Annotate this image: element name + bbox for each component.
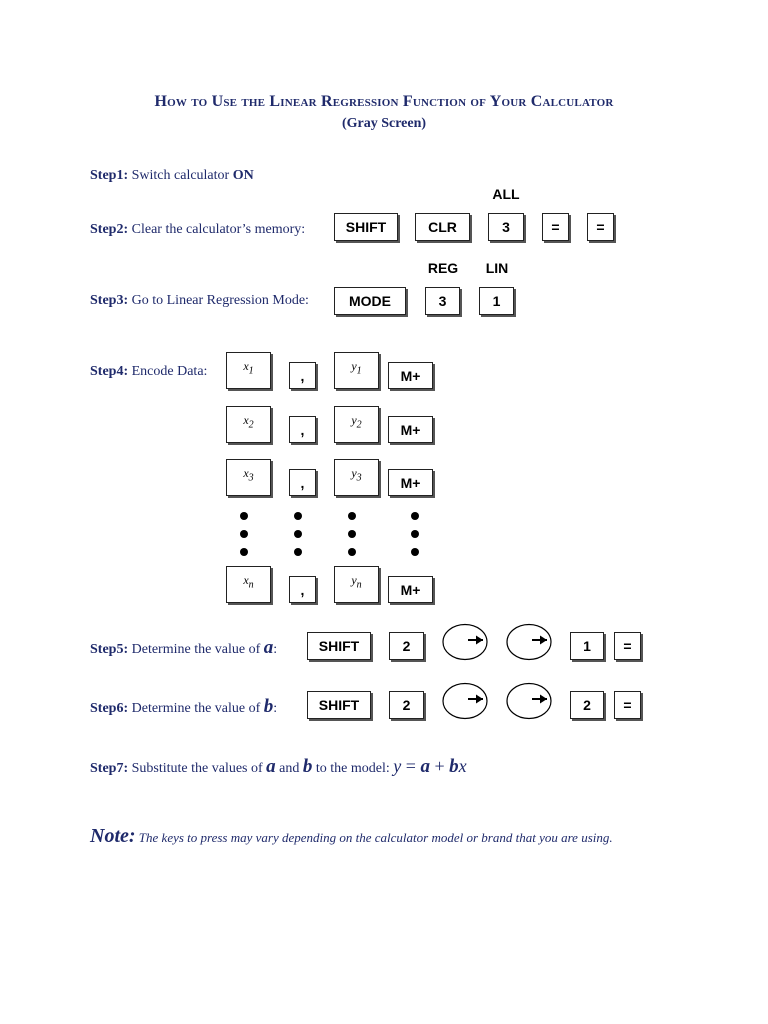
step6-colon: :	[273, 701, 278, 716]
ellipsis-dot	[348, 512, 356, 520]
y-sub: 3	[356, 472, 362, 484]
right-arrow-key[interactable]	[506, 623, 552, 661]
page-title: How to Use the Linear Regression Function of Your Calculator	[154, 93, 614, 110]
step4	[90, 364, 207, 380]
step2-label: Step2:	[90, 222, 129, 237]
x-var: x	[243, 466, 249, 480]
ellipsis-dot	[348, 548, 356, 556]
ellipsis-dot	[348, 530, 356, 538]
ellipsis-dot	[411, 512, 419, 520]
x2-key[interactable]	[226, 406, 271, 443]
equals-key[interactable]: =	[587, 213, 614, 241]
three-key[interactable]: 3	[425, 287, 460, 315]
y-sub: n	[356, 579, 362, 591]
var-a: a	[266, 756, 276, 777]
model-x: x	[458, 756, 467, 776]
y2-key[interactable]	[334, 406, 379, 443]
x1-key[interactable]	[226, 352, 271, 389]
step6-text: Determine the value of	[128, 701, 264, 716]
step2	[90, 222, 305, 238]
comma-key[interactable]: ,	[289, 576, 316, 603]
two-key[interactable]: 2	[389, 632, 424, 660]
x-var: x	[243, 413, 249, 427]
step3-label: Step3:	[90, 293, 129, 308]
step7-and: and	[275, 761, 303, 776]
three-key[interactable]: 3	[488, 213, 524, 241]
y-var: y	[351, 359, 357, 373]
step6	[90, 696, 277, 718]
step4-text: Encode Data:	[128, 364, 208, 379]
comma-key[interactable]: ,	[289, 416, 316, 443]
x-var: x	[243, 359, 249, 373]
ellipsis-dot	[411, 548, 419, 556]
step1	[90, 168, 254, 184]
ellipsis-dot	[294, 530, 302, 538]
note-label: Note:	[90, 825, 136, 847]
mplus-key[interactable]: M+	[388, 416, 433, 443]
page-subtitle: (Gray Screen)	[341, 116, 427, 131]
step1-label: Step1:	[90, 168, 129, 183]
step6-label: Step6:	[90, 701, 129, 716]
comma-key[interactable]: ,	[289, 362, 316, 389]
step5-label: Step5:	[90, 642, 129, 657]
right-arrow-key[interactable]	[506, 682, 552, 720]
right-arrow-key[interactable]	[442, 682, 488, 720]
step7-label: Step7:	[90, 761, 129, 776]
comma-key[interactable]: ,	[289, 469, 316, 496]
var-b: b	[263, 696, 274, 717]
y-sub: 1	[356, 365, 362, 377]
model-b: b	[449, 756, 459, 777]
mode-key[interactable]: MODE	[334, 287, 406, 315]
ellipsis-dot	[294, 548, 302, 556]
xn-key[interactable]	[226, 566, 271, 603]
step3	[90, 293, 309, 309]
label-all: ALL	[492, 186, 520, 202]
x3-key[interactable]	[226, 459, 271, 496]
label-reg: REG	[427, 260, 459, 276]
step5	[90, 637, 277, 659]
x-sub: 1	[248, 365, 254, 377]
mplus-key[interactable]: M+	[388, 469, 433, 496]
note	[90, 825, 613, 848]
y-var: y	[351, 466, 357, 480]
note-text: The keys to press may vary depending on the calculator model or brand that you are using.	[135, 830, 613, 845]
two-key[interactable]: 2	[389, 691, 424, 719]
equals-key[interactable]: =	[614, 632, 641, 660]
mplus-key[interactable]: M+	[388, 576, 433, 603]
one-key[interactable]: 1	[570, 632, 604, 660]
step1-on: ON	[232, 168, 254, 183]
step7-tail: to the model:	[312, 761, 394, 776]
x-sub: 3	[248, 472, 254, 484]
var-a: a	[263, 637, 274, 658]
step2-text: Clear the calculator’s memory:	[128, 222, 306, 237]
mplus-key[interactable]: M+	[388, 362, 433, 389]
y3-key[interactable]	[334, 459, 379, 496]
model-a: a	[420, 756, 430, 777]
two-key[interactable]: 2	[570, 691, 604, 719]
step1-text: Switch calculator	[128, 168, 233, 183]
step4-label: Step4:	[90, 364, 129, 379]
model-eq: =	[401, 756, 421, 776]
x-sub: n	[248, 579, 254, 591]
right-arrow-key[interactable]	[442, 623, 488, 661]
y-sub: 2	[356, 419, 362, 431]
ellipsis-dot	[294, 512, 302, 520]
label-lin: LIN	[485, 260, 509, 276]
step5-text: Determine the value of	[128, 642, 264, 657]
step5-colon: :	[273, 642, 278, 657]
ellipsis-dot	[240, 512, 248, 520]
step7	[90, 756, 467, 778]
x-sub: 2	[248, 419, 254, 431]
x-var: x	[243, 573, 249, 587]
y1-key[interactable]	[334, 352, 379, 389]
equals-key[interactable]: =	[542, 213, 569, 241]
y-var: y	[351, 573, 357, 587]
model-y: y	[393, 756, 402, 776]
shift-key[interactable]: SHIFT	[334, 213, 398, 241]
ellipsis-dot	[411, 530, 419, 538]
ellipsis-dot	[240, 548, 248, 556]
ellipsis-dot	[240, 530, 248, 538]
var-b: b	[302, 756, 313, 777]
step7-text: Substitute the values of	[128, 761, 267, 776]
y-var: y	[351, 413, 357, 427]
shift-key[interactable]: SHIFT	[307, 691, 371, 719]
clr-key[interactable]: CLR	[415, 213, 470, 241]
model-plus: +	[429, 756, 450, 776]
yn-key[interactable]	[334, 566, 379, 603]
one-key[interactable]: 1	[479, 287, 514, 315]
equals-key[interactable]: =	[614, 691, 641, 719]
shift-key[interactable]: SHIFT	[307, 632, 371, 660]
step3-text: Go to Linear Regression Mode:	[128, 293, 309, 308]
